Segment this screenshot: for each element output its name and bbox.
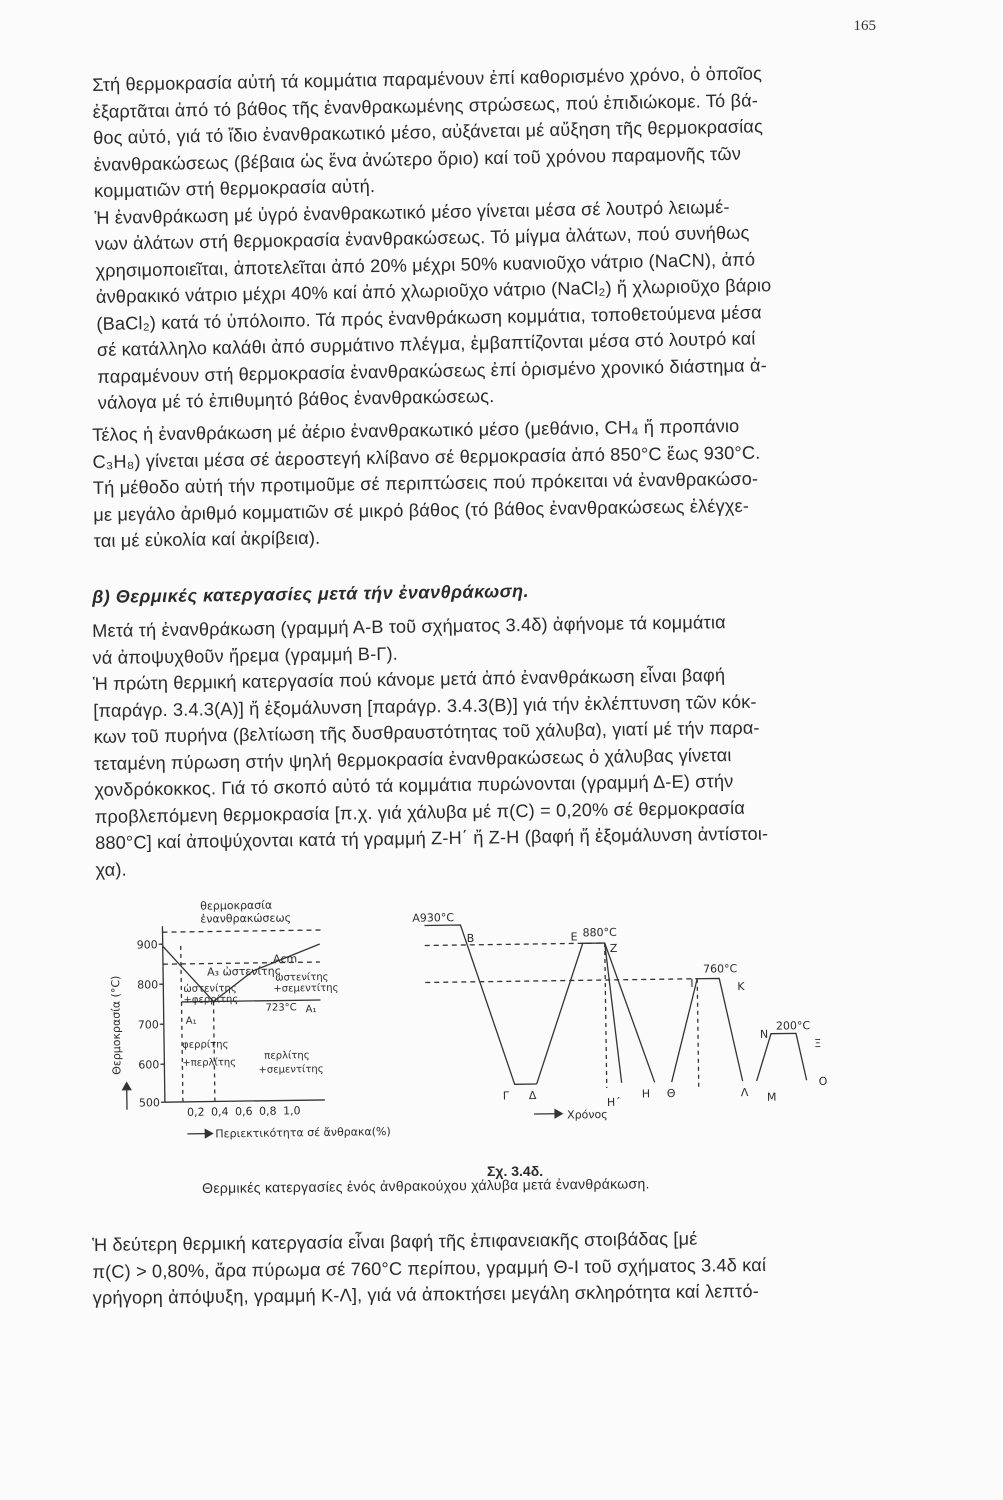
region-aus-cem-1: ὠστενίτης [275, 971, 329, 984]
page-number: 165 [853, 18, 876, 34]
text-line: Ἡ ἐνανθράκωση μέ ὑγρό ἐνανθρακωτικό μέσο γίνεται μέσα σέ λουτρό λειωμέ- [94, 196, 730, 228]
label-d: Δ [528, 1088, 537, 1103]
label-a1-left: Α₁ [185, 1015, 197, 1027]
text-line: παραμένουν στή θερμοκρασία ἐνανθρακώσεως ἐπί ὁρισμένο χρονικό διάστημα ἀ- [97, 354, 767, 387]
region-aus-ferr-1: ὠστενίτης [183, 983, 237, 995]
label-n200: 200°C [775, 1019, 811, 1033]
label-th: Θ [666, 1087, 676, 1101]
figure-caption: Θερμικές κατεργασίες ἑνός ἀνθρακούχου χάλυβα μετά ἐνανθράκωση. [202, 1175, 650, 1196]
paragraph-2 [92, 411, 894, 555]
text-line: Μετά τή ἐνανθράκωση (γραμμή Α-Β τοῦ σχήματος 3.4δ) ἀφήνομε τά κομμάτια [92, 612, 726, 641]
x-tick-0-2: 0,2 [186, 1105, 205, 1119]
text-line: (BaCl₂) κατά τό ὑπόλοιπο. Τά πρός ἐνανθράκωση κομμάτια, τοποθετούμενα μέσα [96, 301, 762, 334]
label-hp: Η΄ [606, 1095, 621, 1109]
x-tick-0-6: 0,6 [234, 1104, 253, 1119]
text-line: γρήγορη ἀπόψυξη, γραμμή Κ-Λ], γιά νά ἀποκτήσει μεγάλη σκληρότητα καί λεπτό- [92, 1281, 759, 1308]
region-aus-cem-2: +σεμεντίτης [273, 982, 339, 995]
text-line: χονδρόκοκκος. Γιά τό σκοπό αὐτό τά κομμάτια πυρώνονται (γραμμή Δ-Ε) στήν [94, 771, 734, 800]
label-m: Μ [766, 1090, 777, 1104]
y-tick-900: 900 [136, 938, 158, 952]
label-e880: 880°C [582, 925, 617, 940]
region-perl-cem-1: περλίτης [264, 1050, 310, 1062]
text-line: νά ἀποψυχθοῦν ἤρεμα (γραμμή Β-Γ). [92, 643, 399, 668]
left-x-axis [165, 1100, 325, 1102]
y-tick-800: 800 [137, 978, 159, 992]
x-tick-1-0: 1,0 [282, 1104, 301, 1118]
label-a1-right: Α₁ [305, 1004, 317, 1016]
carburizing-temp-line [163, 930, 323, 932]
label-k: Κ [737, 980, 745, 994]
figure-3-4d [104, 884, 868, 1155]
quench-h-cycle [605, 943, 622, 1083]
text-line: ἐξαρτᾶται ἀπό τό βάθος τῆς ἐνανθρακωμένης στρώσεως, πού ἐπιδιώκομε. Τό βά- [92, 89, 759, 122]
x-tick-0-4: 0,4 [210, 1105, 229, 1119]
carburizing-cycle [424, 924, 536, 1086]
region-perl-cem-2: +σεμεντίτης [258, 1063, 324, 1076]
text-line: C₃H₈) γίνεται μέσα σέ ἀεροστεγή κλίβανο σέ θερμοκρασία ἀπό 850°C ἕως 930°C. [92, 442, 761, 472]
region-aus-ferr-2: +φερρίτης [183, 994, 239, 1006]
x-axis-label: Περιεκτικότητα σέ ἄνθρακα(%) [215, 1125, 391, 1141]
text-line: ται μέ εὐκολία καί ἀκρίβεια). [93, 527, 321, 551]
text-line: νάλογα μέ τό ἐπιθυμητό βάθος ἐνανθρακώσεως. [97, 386, 495, 413]
y-tick-600: 600 [138, 1058, 160, 1072]
x-tick-0-8: 0,8 [258, 1104, 277, 1118]
y-axis-label: Θερμοκρασία (°C) [109, 975, 124, 1075]
text-line: κων τοῦ πυρήνα (βελτίωση τῆς δυσθραυστότητας τοῦ χάλυβα), γιατί μέ τήν παρα- [93, 717, 760, 747]
text-line: [παράγρ. 3.4.3(Α)] ἤ ἐξομάλυνση [παράγρ. 3.4.3(Β)] γιά τήν ἐκλέπτυνση τῶν κόκ- [93, 691, 757, 721]
text-line: θος αὐτό, γιά τό ἴδιο ἐνανθρακωτικό μέσο, αὐξάνεται μέ αὔξηση τῆς θερμοκρασίας [92, 116, 764, 148]
text-line: σέ κατάλληλο καλάθι ἀπό συρμάτινο πλέγμα, ἐμβαπτίζονται μέσα στό λουτρό καί [96, 328, 756, 360]
label-acm: Αcm [272, 952, 298, 966]
label-z: Ζ [609, 941, 618, 955]
text-line: ἀνθρακικό νάτριο μέχρι 40% καί ἀπό χλωριοῦχο νάτριο (NaCl₂) ἤ χλωριοῦχο βάριο [95, 275, 772, 307]
label-h: Η [641, 1087, 651, 1101]
region-ferr-perl-2: +περλίτης [182, 1057, 237, 1069]
y-tick-700: 700 [137, 1018, 159, 1032]
text-line: 880°C] καί ἀποψύχονται κατά τή γραμμή Ζ-Η΄ ἤ Ζ-Η (βαφή ἤ ἐξομάλυνση ἀντίστοι- [95, 823, 769, 853]
text-line: Ἡ πρώτη θερμική κατεργασία πού κάνομε μετά ἀπό ἐνανθράκωση εἶναι βαφή [92, 665, 726, 694]
label-n: Ν [759, 1027, 769, 1041]
time-axis-label: Χρόνος [567, 1107, 608, 1122]
text-line: Τέλος ἡ ἐνανθράκωση μέ ἀέριο ἐνανθρακωτικό μέσο (μεθάνιο, CH₄ ἤ προπάνιο [92, 415, 740, 445]
left-y-axis [162, 926, 164, 1102]
text-line: χα). [95, 859, 127, 880]
label-i760: 760°C [703, 962, 738, 976]
paragraph-4 [92, 1224, 893, 1312]
top-label-1: θερμοκρασία [200, 898, 273, 913]
region-austenite: Α₃ ὠστενίτης [206, 964, 282, 979]
text-line: Τή μέθοδο αὐτή τήν προτιμοῦμε σέ περιπτώσεις πού πρόκειται νά ἐνανθρακώσο- [92, 468, 759, 498]
label-b: Β [466, 931, 475, 945]
figure-svg [104, 884, 868, 1155]
label-g: Γ [502, 1089, 510, 1103]
text-line: με μεγάλο ἀριθμό κομματιῶν σέ μικρό βάθος (τό βάθος ἐνανθρακώσεως ἐλέγχε- [93, 495, 750, 525]
hardening-cycle [535, 942, 655, 1084]
text-line: προβλεπόμενη θερμοκρασία [π.χ. γιά χάλυβα μέ π(C) = 0,20% σέ θερμοκρασία [94, 797, 746, 827]
label-723: 723°C [265, 1002, 297, 1014]
label-o: Ο [818, 1074, 828, 1089]
text-line: τεταμένη πύρωση στήν ψηλή θερμοκρασία ἐνανθρακώσεως ὁ χάλυβας γίνεται [93, 744, 732, 774]
figure-label: Σχ. 3.4δ. [487, 1163, 544, 1179]
text-line: Ἡ δεύτερη θερμική κατεργασία εἶναι βαφή τῆς ἐπιφανειακῆς στοιβάδας [μέ [92, 1228, 698, 1255]
text-line: Στή θερμοκρασία αὐτή τά κομμάτια παραμένουν ἐπί καθορισμένο χρόνο, ὁ ὁποῖος [92, 63, 763, 95]
label-a930: Α930°C [412, 911, 455, 925]
section-subheading: β) Θερμικές κατεργασίες μετά τήν ἐνανθράκωση. [92, 580, 530, 607]
label-i: Ι [690, 976, 694, 990]
y-tick-500: 500 [138, 1096, 160, 1110]
label-xi: Ξ [814, 1037, 822, 1051]
text-line: κομματιῶν στή θερμοκρασία αὐτή. [93, 176, 376, 201]
text-line: χρησιμοποιεῖται, ἀποτελεῖται ἀπό 20% μέχρι 50% κυανιοῦχο νάτριο (NaCN), ἀπό [95, 248, 756, 281]
label-l: Λ [740, 1086, 749, 1100]
text-line: ἐνανθρακώσεως (βέβαια ὡς ἕνα ἀνώτερο ὅριο) καί τοῦ χρόνου παραμονῆς τῶν [93, 143, 742, 175]
paragraph-1 [92, 58, 898, 416]
text-line: νων ἀλάτων στή θερμοκρασία ἐνανθρακώσεως. Τό μίγμα ἀλάτων, πού συνήθως [94, 222, 750, 254]
text-line: π(C) > 0,80%, ἄρα πύρωμα σέ 760°C περίπου, γραμμή Θ-Ι τοῦ σχήματος 3.4δ καί [92, 1254, 767, 1282]
top-label-2: ἐνανθρακώσεως [200, 911, 292, 926]
region-ferr-perl-1: φερρίτης [182, 1039, 229, 1051]
label-e: Ε [570, 930, 578, 944]
paragraph-3 [92, 607, 896, 883]
surface-hardening-cycle [670, 978, 742, 1082]
